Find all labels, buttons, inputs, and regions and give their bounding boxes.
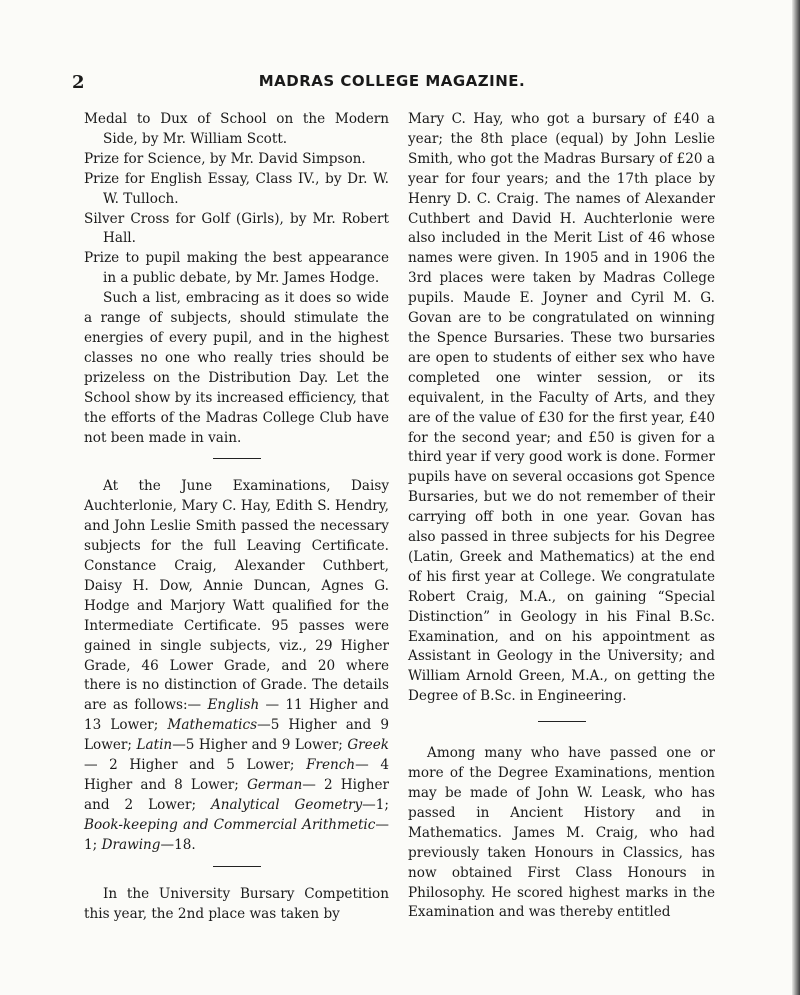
right-column [408, 110, 715, 923]
page-number: 2 [72, 72, 85, 93]
page-edge-shadow [792, 0, 800, 995]
subject-name: Book-keeping and Commercial Arithmetic [84, 816, 376, 833]
subject-name: Mathematics [167, 717, 258, 734]
subject-name: French [306, 757, 356, 774]
subject-detail: — 4 Higher and 8 Lower; [84, 757, 389, 793]
subject-detail: —5 Higher and 9 Lower; [172, 737, 348, 754]
subject-detail: — 2 Higher and 2 Lower; [84, 777, 389, 813]
subject-name: Latin [136, 737, 173, 754]
subject-name: Greek [347, 737, 390, 754]
paragraph-bursary-start: In the University Bursary Competition this year, the 2nd place was taken by [84, 885, 389, 922]
paragraph-bursary-continued: Mary C. Hay, who got a bursary of £40 a year; the 8th place (equal) by John Leslie Smith, who got the Madras Bursary of £20 a year for four years; and the 17th place by Henry D. C. Craig. The names of Alexander Cuthbert and David H. Auchterlonie were also included in the Merit List of 46 whose names were given. In 1905 and in 1906 the 3rd places were taken by Madras College pupils. Maude E. Joyner and Cyril M. G. Govan are to be congratulated on winning the Spence Bursaries. These two bursaries are open to students of either sex who have completed one winter session, or its equivalent, in the Faculty of Arts, and they are of the value of £30 for the first year, £40 for the second year; and £50 is given for a third year if very good work is done. Former pupils have on several occasions got Spence Bursaries, but we do not remember of their carrying off both in one year. Govan has also passed in three subjects for his Degree (Latin, Greek and Mathematics) at the end of his first year at College. We congratulate Robert Craig, M.A., on gaining “Special Distinction” in Geology in his Final B.Sc. Examination, and on his appointment as Assistant in Geology in the University; and William Arnold Green, M.A., on getting the Degree of B.Sc. in Engineering. [408, 111, 715, 705]
subject-name: German [247, 777, 303, 793]
prize-item: Medal to Dux of School on the Modern Side, by Mr. William Scott. [84, 111, 389, 147]
section-divider [538, 721, 586, 722]
paragraph-list-comment: Such a list, embracing as it does so wide a range of subjects, should stimulate the energies of every pupil, and in the highest classes no one who really tries should be prizeless on the Distribution Day. Let the School show by its increased efficiency, that the efforts of the Madras College Club have not been made in vain. [84, 290, 389, 446]
running-title: MADRAS COLLEGE MAGAZINE. [258, 72, 526, 90]
june-exams-intro: At the June Examinations, Daisy Auchterlonie, Mary C. Hay, Edith S. Hendry, and John Leslie Smith passed the necessary subjects for the full Leaving Certificate. Constance Craig, Alexander Cuthbert, Daisy H. Dow, Annie Duncan, Agnes G. Hodge and Marjory Watt qualified for the Intermediate Certificate. 95 passes were gained in single subjects, viz., 29 Higher Grade, 46 Lower Grade, and 20 where there is no distinction of Grade. The details are as follows:— [84, 478, 389, 714]
subject-detail: —5 Higher and 9 Lower; [84, 717, 389, 754]
subject-name: English [207, 697, 260, 714]
subject-name: Analytical Geometry [210, 796, 363, 813]
prize-item: Prize for Science, by Mr. David Simpson. [84, 150, 366, 167]
prize-item: Prize to pupil making the best appearance in a public debate, by Mr. James Hodge. [84, 250, 389, 287]
prize-item: Silver Cross for Golf (Girls), by Mr. Robert Hall. [84, 210, 389, 247]
paragraph-degree-examinations: Among many who have passed one or more of the Degree Examinations, mention may be made of John W. Leask, who has passed in Ancient History and in Mathematics. James M. Craig, who had previously taken Honours in Classics, has now obtained First Class Honours in Philosophy. He scored highest marks in the Examination and was thereby entitled [408, 745, 715, 921]
subject-detail: — 11 Higher and 13 Lower; [84, 697, 389, 734]
section-divider [213, 866, 261, 867]
page-header [72, 72, 712, 94]
prize-list [84, 110, 389, 289]
section-divider [213, 458, 261, 459]
left-column [84, 110, 389, 924]
subject-detail: — 2 Higher and 5 Lower; [84, 757, 307, 774]
subject-detail: —18. [160, 836, 196, 853]
subject-detail: —1; [362, 796, 389, 813]
subject-detail: —1; [84, 816, 389, 853]
prize-item: Prize for English Essay, Class IV., by Dr. W. W. Tulloch. [84, 170, 389, 207]
subject-name: Drawing [101, 836, 161, 853]
paragraph-june-examinations [84, 477, 389, 855]
